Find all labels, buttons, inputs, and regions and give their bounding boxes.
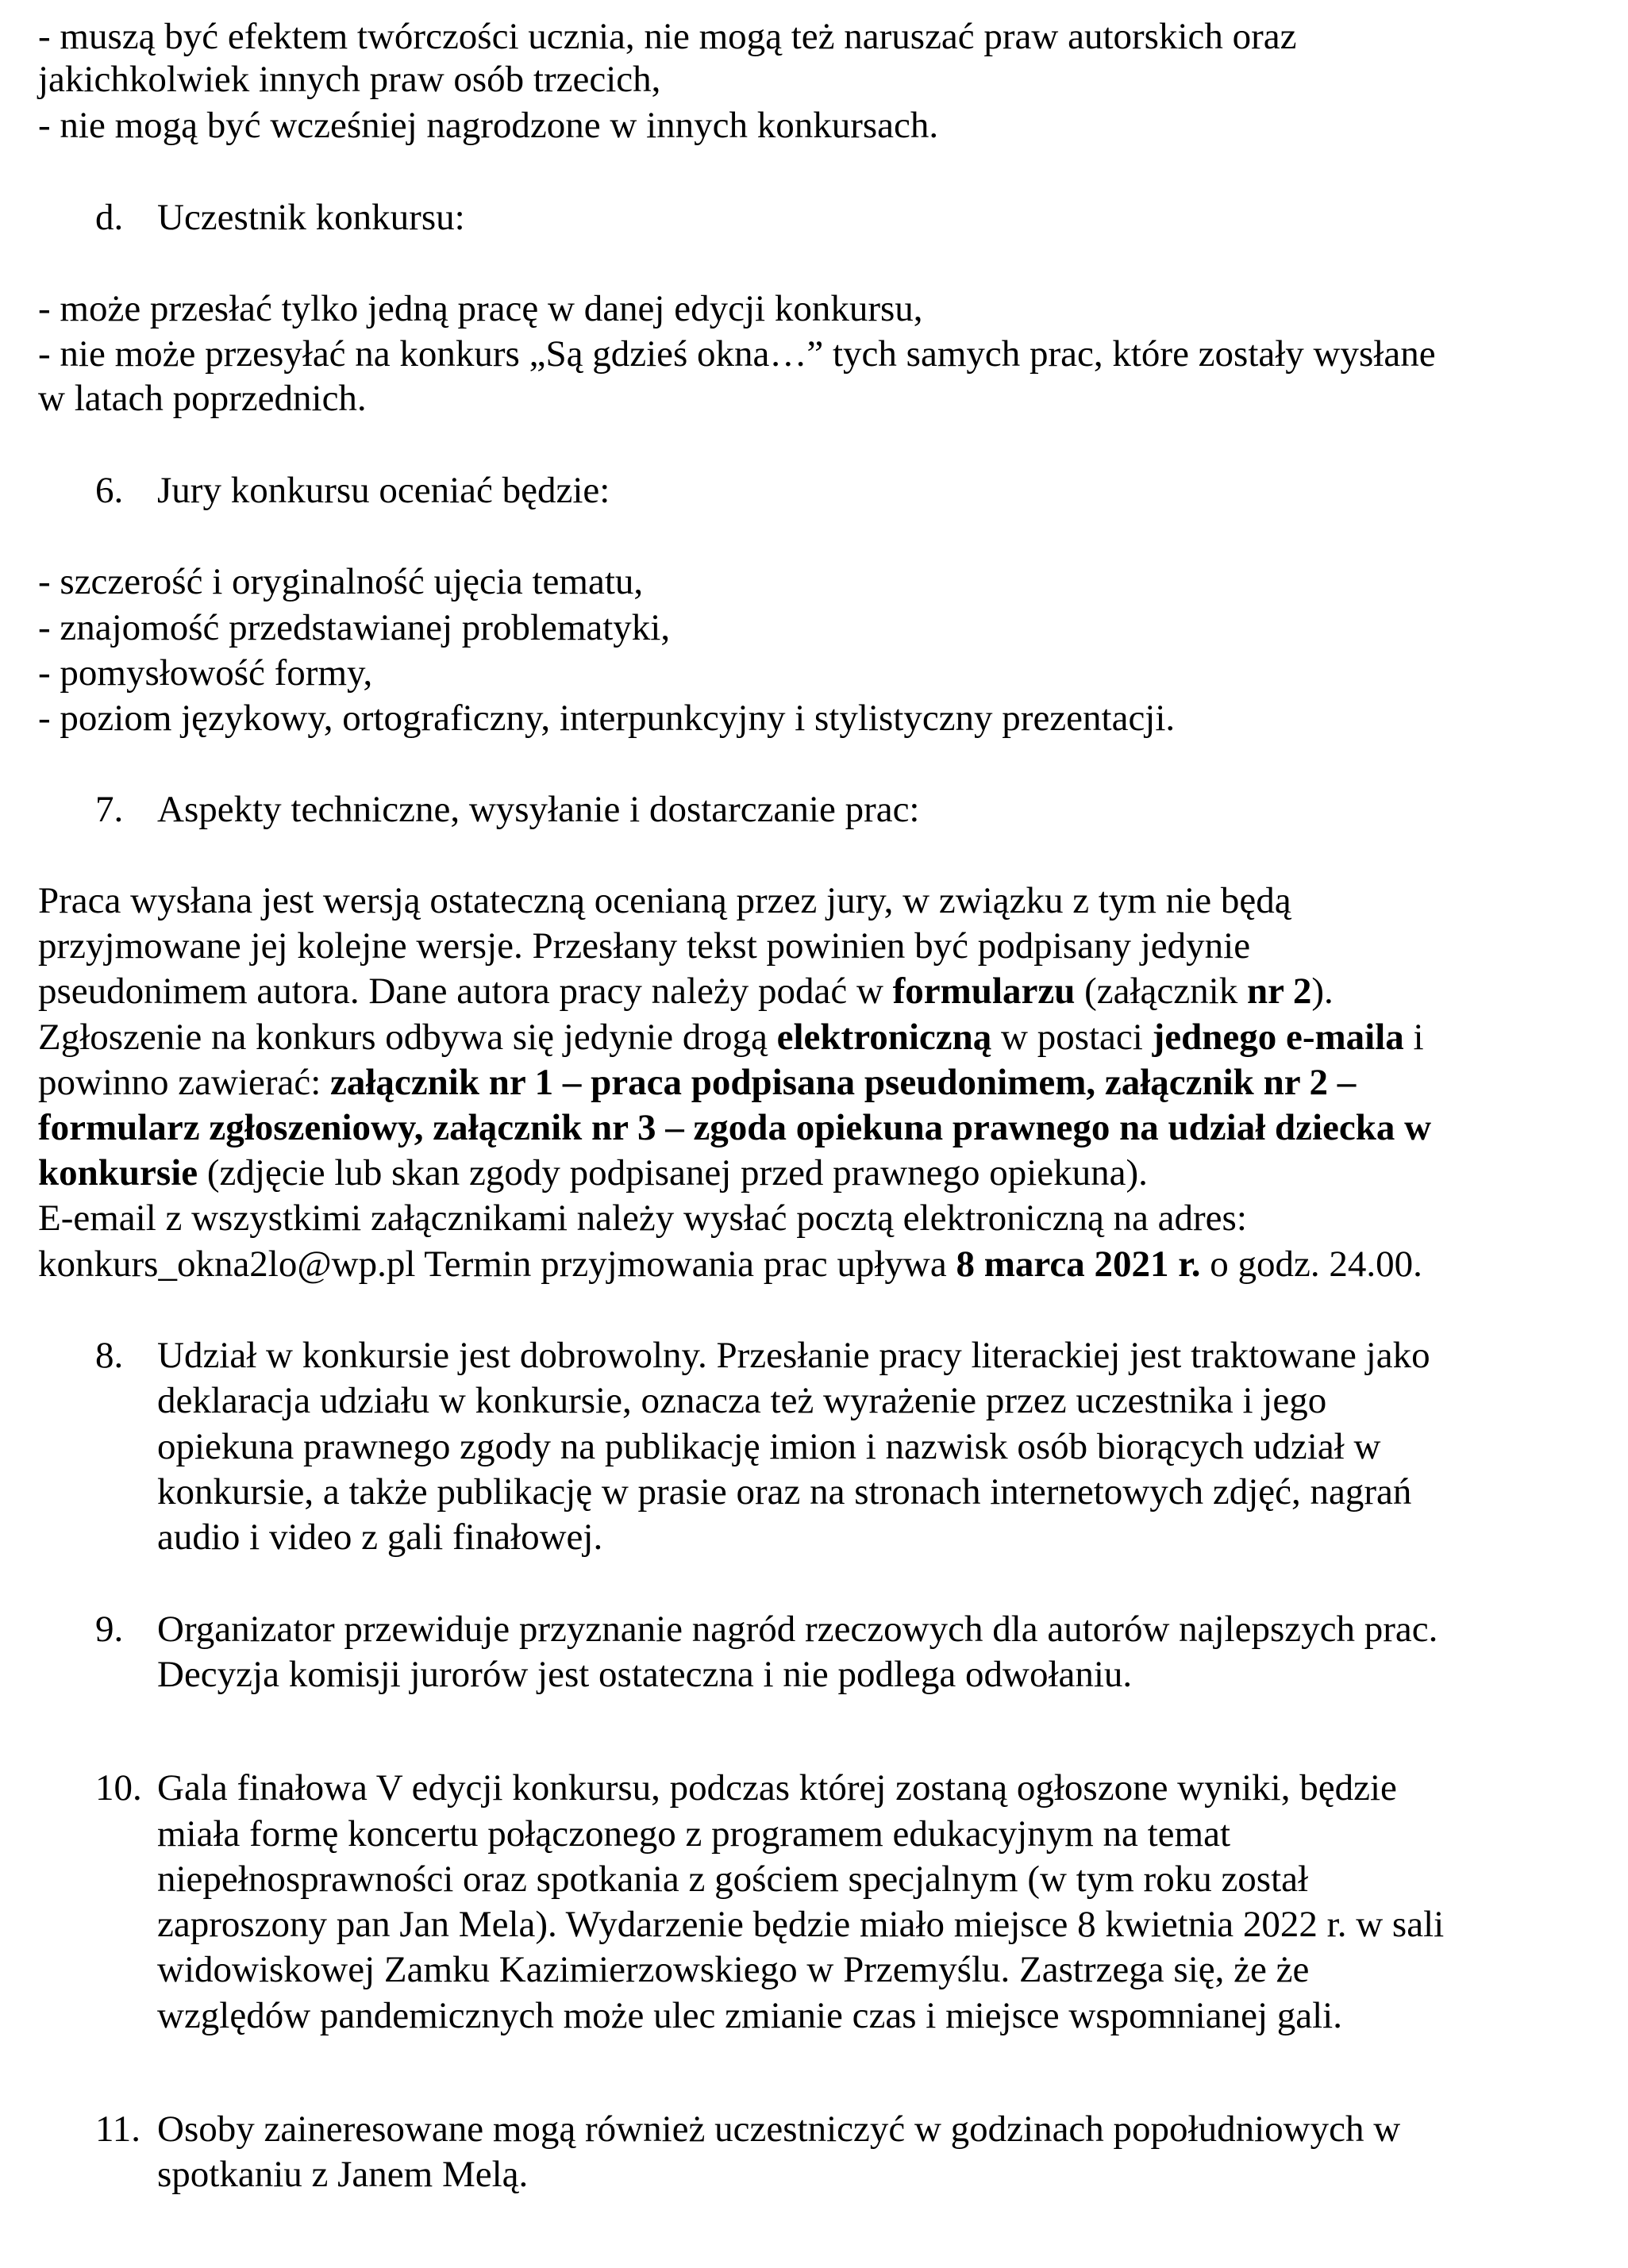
section-heading: Aspekty techniczne, wysyłanie i dostarczanie prac: [157, 789, 920, 830]
text-run: pseudonimem autora. Dane autora pracy należy podać w [38, 971, 893, 1012]
text-line: E-email z wszystkimi załącznikami należy wysłać pocztą elektroniczną na adres: [38, 1197, 1247, 1239]
text-run: i [1403, 1017, 1424, 1058]
text-line [38, 1242, 1422, 1288]
text-line: - znajomość przedstawianej problematyki, [38, 607, 671, 648]
text-line: Udział w konkursie jest dobrowolny. Przesłanie pracy literackiej jest traktowane jako [157, 1335, 1430, 1376]
text-line [38, 1105, 1431, 1151]
text-line: Decyzja komisji jurorów jest ostateczna i nie podlega odwołaniu. [157, 1654, 1133, 1695]
text-line: zaproszony pan Jan Mela). Wydarzenie będzie miało miejsce 8 kwietnia 2022 r. w sali [157, 1904, 1445, 1945]
text-line: widowiskowej Zamku Kazimierzowskiego w Przemyślu. Zastrzega się, że że [157, 1949, 1310, 1990]
text-run: o godz. 24.00. [1200, 1244, 1422, 1285]
text-line: konkursie, a także publikację w prasie oraz na stronach internetowych zdjęć, nagrań [157, 1471, 1412, 1513]
text-line: - pomysłowość formy, [38, 652, 373, 694]
text-line: przyjmowane jej kolejne wersje. Przesłany tekst powinien być podpisany jedynie [38, 925, 1251, 967]
text-line: Praca wysłana jest wersją ostateczną ocenianą przez jury, w związku z tym nie będą [38, 880, 1291, 921]
text-line: deklaracja udziału w konkursie, oznacza też wyrażenie przez uczestnika i jego [157, 1380, 1327, 1421]
text-line: audio i video z gali finałowej. [157, 1516, 603, 1558]
text-line: - szczerość i oryginalność ujęcia tematu, [38, 561, 644, 602]
list-marker: d. [95, 197, 124, 238]
list-marker: 11. [95, 2108, 141, 2150]
list-marker: 7. [95, 789, 124, 830]
section-heading: Uczestnik konkursu: [157, 197, 465, 238]
list-marker: 6. [95, 470, 124, 511]
text-line: spotkaniu z Janem Melą. [157, 2154, 529, 2195]
text-line [38, 969, 1334, 1015]
section-heading: Jury konkursu oceniać będzie: [157, 470, 610, 511]
text-line: niepełnosprawności oraz spotkania z gościem specjalnym (w tym roku został [157, 1859, 1309, 1900]
text-run: ). [1311, 971, 1334, 1012]
text-line: w latach poprzednich. [38, 378, 367, 419]
bold-run: formularzu [892, 971, 1076, 1012]
bold-run: nr 2 [1246, 971, 1312, 1012]
bold-run: konkursie [38, 1152, 198, 1194]
text-line: - nie może przesyłać na konkurs „Są gdzieś okna…” tych samych prac, które zostały wysłane [38, 333, 1436, 375]
text-line: Organizator przewiduje przyznanie nagród rzeczowych dla autorów najlepszych prac. [157, 1609, 1438, 1650]
list-marker: 8. [95, 1335, 124, 1376]
text-line [38, 1060, 1356, 1106]
bold-run: 8 marca 2021 r. [956, 1244, 1201, 1285]
text-line: - poziom językowy, ortograficzny, interpunkcyjny i stylistyczny prezentacji. [38, 698, 1176, 739]
bold-run: jednego e-maila [1152, 1017, 1404, 1058]
text-run: powinno zawierać: [38, 1062, 331, 1103]
text-line: - może przesłać tylko jedną pracę w danej edycji konkursu, [38, 288, 923, 329]
text-line [38, 1015, 1424, 1061]
text-line [38, 1151, 1148, 1197]
text-line: miała formę koncertu połączonego z programem edukacyjnym na temat [157, 1813, 1231, 1855]
text-line: względów pandemicznych może ulec zmianie czas i miejsce wspomnianej gali. [157, 1995, 1342, 2036]
bold-run: elektroniczną [776, 1017, 992, 1058]
text-run: konkurs_okna2lo@wp.pl Termin przyjmowania prac upływa [38, 1244, 956, 1285]
text-run: w postaci [991, 1017, 1153, 1058]
list-marker: 9. [95, 1609, 124, 1650]
text-line: Gala finałowa V edycji konkursu, podczas której zostaną ogłoszone wyniki, będzie [157, 1767, 1397, 1809]
text-line: opiekuna prawnego zgody na publikację imion i nazwisk osób biorących udział w [157, 1426, 1381, 1467]
text-line: jakichkolwiek innych praw osób trzecich, [38, 59, 661, 100]
text-run: (załącznik [1075, 971, 1247, 1012]
text-line: - nie mogą być wcześniej nagrodzone w innych konkursach. [38, 105, 939, 146]
bold-run: załącznik nr 1 – praca podpisana pseudonimem, załącznik nr 2 – [330, 1062, 1357, 1103]
text-run: Zgłoszenie na konkurs odbywa się jedynie drogą [38, 1017, 777, 1058]
bold-run: formularz zgłoszeniowy, załącznik nr 3 – zgoda opiekuna prawnego na udział dziecka w [38, 1107, 1432, 1148]
text-line: - muszą być efektem twórczości ucznia, nie mogą też naruszać praw autorskich oraz [38, 16, 1297, 57]
text-line: Osoby zaineresowane mogą również uczestniczyć w godzinach popołudniowych w [157, 2108, 1401, 2150]
text-run: (zdjęcie lub skan zgody podpisanej przed prawnego opiekuna). [198, 1152, 1148, 1194]
list-marker: 10. [95, 1767, 142, 1809]
